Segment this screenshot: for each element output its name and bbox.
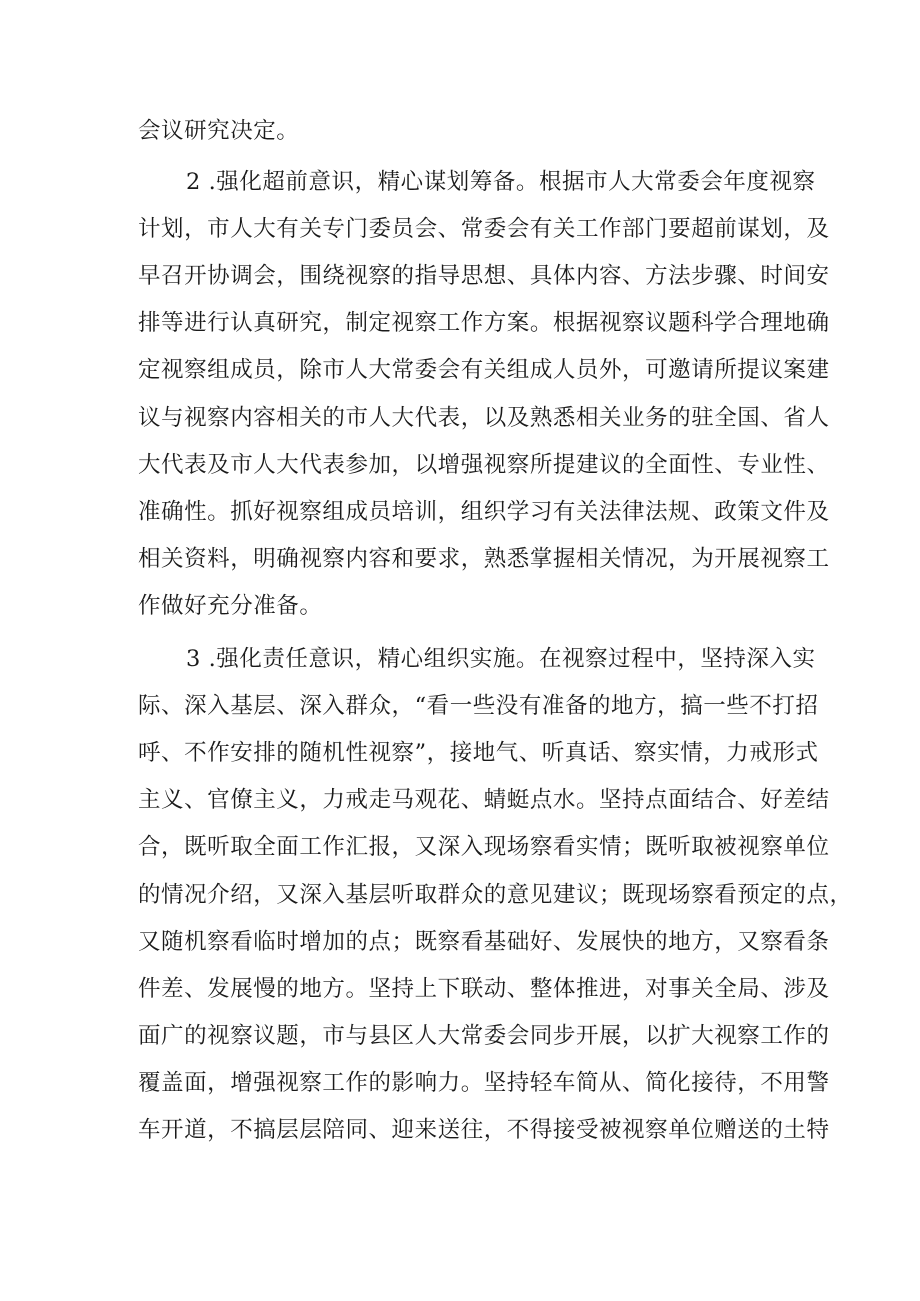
text-line: 相关资料，明确视察内容和要求，熟悉掌握相关情况，为开展视察工: [138, 546, 830, 572]
text-line: 大代表及市人大代表参加，以增强视察所提建议的全面性、专业性、: [138, 452, 830, 478]
paragraph-3-heading-line: 3 .强化责任意识，精心组织实施。在视察过程中，坚持深入实: [186, 646, 816, 672]
text-line: 计划，市人大有关专门委员会、常委会有关工作部门要超前谋划，及: [138, 216, 830, 242]
text-line: 的情况介绍，又深入基层听取群众的意见建议；既现场察看预定的点，: [138, 882, 853, 908]
text-line: 早召开协调会，围绕视察的指导思想、具体内容、方法步骤、时间安: [138, 263, 830, 289]
text-line: 覆盖面，增强视察工作的影响力。坚持轻车简从、简化接待，不用警: [138, 1070, 830, 1096]
text-line: 合，既听取全面工作汇报，又深入现场察看实情；既听取被视察单位: [138, 834, 830, 860]
text-line: 又随机察看临时增加的点；既察看基础好、发展快的地方，又察看条: [138, 929, 830, 955]
text-line: 呼、不作安排的随机性视察”，接地气、听真话、察实情，力戒形式: [138, 740, 819, 766]
text-line: 作做好充分准备。: [138, 593, 323, 619]
text-line: 议与视察内容相关的市人大代表，以及熟悉相关业务的驻全国、省人: [138, 405, 830, 431]
text-line: 会议研究决定。: [138, 118, 300, 144]
text-line: 际、深入基层、深入群众，“看一些没有准备的地方，搞一些不打招: [138, 693, 819, 719]
text-line: 件差、发展慢的地方。坚持上下联动、整体推进，对事关全局、涉及: [138, 976, 830, 1002]
text-line: 准确性。抓好视察组成员培训，组织学习有关法律法规、政策文件及: [138, 499, 830, 525]
paragraph-2-heading-line: 2 .强化超前意识，精心谋划筹备。根据市人大常委会年度视察: [186, 169, 816, 195]
text-line: 排等进行认真研究，制定视察工作方案。根据视察议题科学合理地确: [138, 310, 830, 336]
text-line: 主义、官僚主义，力戒走马观花、蜻蜓点水。坚持点面结合、好差结: [138, 787, 830, 813]
text-line: 面广的视察议题，市与县区人大常委会同步开展，以扩大视察工作的: [138, 1023, 830, 1049]
text-line: 车开道，不搞层层陪同、迎来送往，不得接受被视察单位赠送的土特: [138, 1117, 830, 1143]
text-line: 定视察组成员，除市人大常委会有关组成人员外，可邀请所提议案建: [138, 357, 830, 383]
